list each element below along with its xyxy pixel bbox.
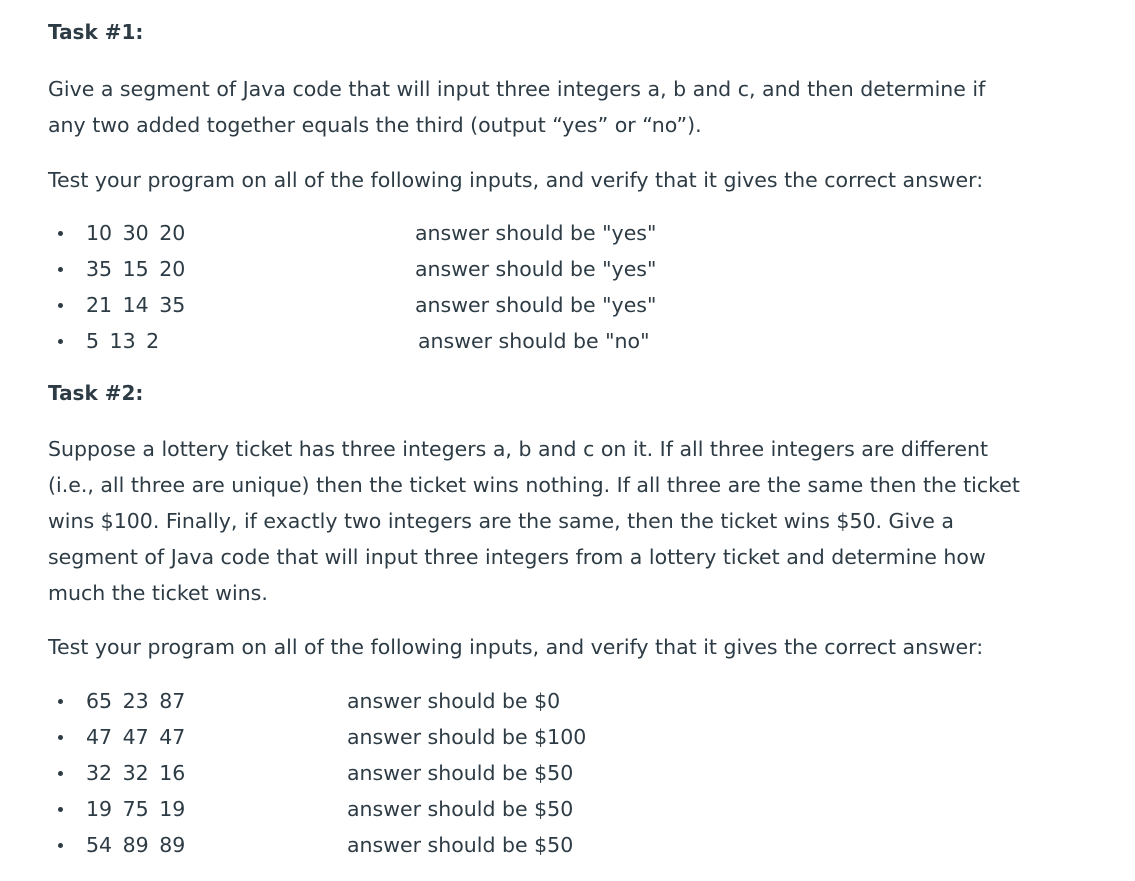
- test-answer: answer should be $100: [347, 725, 587, 749]
- test-answer: answer should be "yes": [415, 221, 657, 245]
- task2-description-line: (i.e., all three are unique) then the ticket wins nothing. If all three are the same then the ticket: [48, 473, 1020, 497]
- test-answer: answer should be $50: [347, 761, 574, 785]
- test-inputs: 19 75 19: [86, 797, 186, 821]
- test-inputs: 47 47 47: [86, 725, 186, 749]
- test-inputs: 35 15 20: [86, 257, 186, 281]
- task2-description-line: wins $100. Finally, if exactly two integers are the same, then the ticket wins $50. Give a: [48, 509, 954, 533]
- test-answer: answer should be "yes": [415, 293, 657, 317]
- test-answer: answer should be "no": [418, 329, 650, 353]
- bullet-icon: [58, 771, 63, 776]
- task2-description-line: Suppose a lottery ticket has three integers a, b and c on it. If all three integers are different: [48, 437, 988, 461]
- task2-description: [48, 431, 1020, 611]
- task2-description-line: much the ticket wins.: [48, 581, 268, 605]
- task1-description-line: any two added together equals the third (output “yes” or “no”).: [48, 113, 702, 137]
- test-inputs: 5 13 2: [86, 329, 160, 353]
- bullet-icon: [58, 843, 63, 848]
- task2-heading: Task #2:: [48, 381, 144, 405]
- test-inputs: 65 23 87: [86, 689, 186, 713]
- test-inputs: 21 14 35: [86, 293, 186, 317]
- bullet-icon: [58, 699, 63, 704]
- task1-description: [48, 71, 985, 143]
- task2-test-intro: Test your program on all of the following inputs, and verify that it gives the correct answer:: [48, 635, 984, 659]
- task1-heading: Task #1:: [48, 20, 144, 44]
- bullet-icon: [58, 303, 63, 308]
- bullet-icon: [58, 231, 63, 236]
- test-answer: answer should be $50: [347, 833, 574, 857]
- bullet-icon: [58, 339, 63, 344]
- task1-description-line: Give a segment of Java code that will input three integers a, b and c, and then determine if: [48, 77, 986, 101]
- bullet-icon: [58, 735, 63, 740]
- task1-test-intro: Test your program on all of the following inputs, and verify that it gives the correct answer:: [48, 168, 984, 192]
- bullet-icon: [58, 267, 63, 272]
- test-inputs: 10 30 20: [86, 221, 186, 245]
- test-inputs: 54 89 89: [86, 833, 186, 857]
- test-inputs: 32 32 16: [86, 761, 186, 785]
- test-answer: answer should be $50: [347, 797, 574, 821]
- test-answer: answer should be "yes": [415, 257, 657, 281]
- task2-description-line: segment of Java code that will input three integers from a lottery ticket and determine how: [48, 545, 986, 569]
- bullet-icon: [58, 807, 63, 812]
- test-answer: answer should be $0: [347, 689, 561, 713]
